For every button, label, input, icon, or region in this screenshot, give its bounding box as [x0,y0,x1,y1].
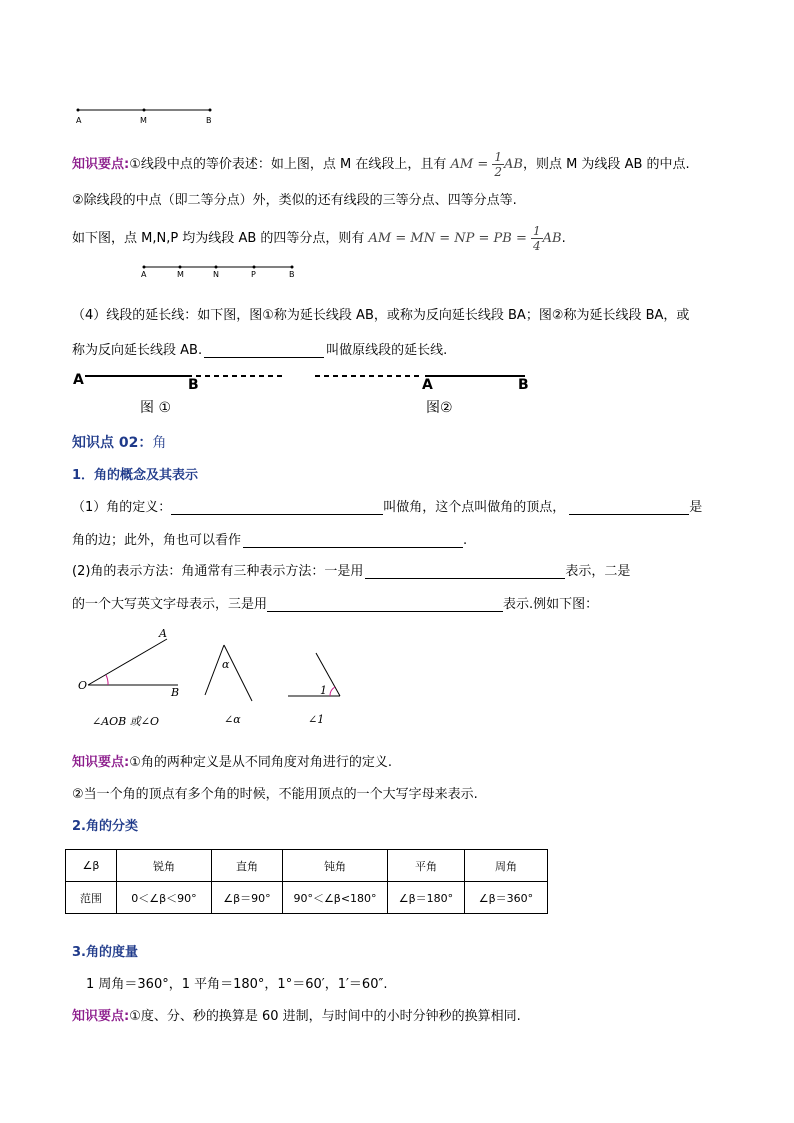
angle-notation-line1: (2)角的表示方法：角通常有三种表示方法：一是用 表示，二是 [72,564,631,579]
point-b [209,109,212,112]
fraction-quarter: $\frac{1}{4}$ [532,224,541,253]
extension-text-line1: （4）线段的延长线：如下图，图①称为延长线段 AB，或称为反向延长线段 BA；图②称为延长线段 BA，或 [72,308,690,323]
angle-definition-line2: 角的边；此外，角也可以看作 . [72,533,468,548]
seg1-label-a: A [76,116,82,125]
extension-text-line2: 称为反向延长线段 AB. 叫做原线段的延长线. [72,343,448,358]
section-heading: 知识点 02：角 [72,435,167,451]
caption-one: ∠1 [308,713,325,726]
point-m [143,109,146,112]
subheading-angle-concept: 1．角的概念及其表示 [72,468,199,483]
table-row: 范围 0＜∠β＜90° ∠β＝90° 90°＜∠β<180° ∠β＝180° ∠β＝360° [66,882,548,914]
table-header-row: ∠β 锐角 直角 钝角 平角 周角 [66,850,548,882]
midpoint-statement: 知识要点:①线段中点的等价表述：如上图，点 M 在线段上，且有 AM = $\frac{1}{2}$ AB，则点 M 为线段 AB 的中点. [72,150,690,179]
angle-key-point-1: 知识要点:①角的两种定义是从不同角度对角进行的定义. [72,755,392,770]
angle-definition-line1: （1）角的定义： 叫做角，这个点叫做角的顶点， 是 [72,500,703,515]
figure-2-caption: 图② [426,400,453,416]
division-points-text: ②除线段的中点（即二等分点）外，类似的还有线段的三等分点、四等分点等. [72,193,517,208]
angle-figures [72,625,362,705]
angle-classification-table [65,849,548,914]
subheading-angle-classification: 2.角的分类 [72,819,138,834]
seg1-label-m: M [140,116,147,125]
subheading-angle-measure: 3.角的度量 [72,945,138,960]
point-a [77,109,80,112]
angle-notation-line2: 的一个大写英文字母表示，三是用 表示.例如下图： [72,597,599,612]
seg1-label-b: B [206,116,212,125]
segment-amb-figure [72,104,222,116]
caption-aob: ∠AOB 或∠O [92,715,159,728]
extension-figures [70,368,540,384]
caption-alpha: ∠α [224,713,241,726]
segment-quarter-figure [140,261,300,273]
key-point-label: 知识要点: [72,157,130,172]
figure-1-caption: 图 ① [140,400,172,416]
measure-conversions: 1 周角＝360°，1 平角＝180°，1°＝60′，1′＝60″. [86,977,388,992]
measure-key-point: 知识要点:①度、分、秒的换算是 60 进制，与时间中的小时分钟秒的换算相同. [72,1009,521,1024]
fraction-half: $\frac{1}{2}$ [494,150,502,179]
angle-key-point-2: ②当一个角的顶点有多个角的时候，不能用顶点的一个大写字母来表示. [72,787,478,802]
quarter-points-statement: 如下图，点 M,N,P 均为线段 AB 的四等分点，则有 AM = MN = NP = PB = $\frac{1}{4}$ AB. [72,224,566,253]
